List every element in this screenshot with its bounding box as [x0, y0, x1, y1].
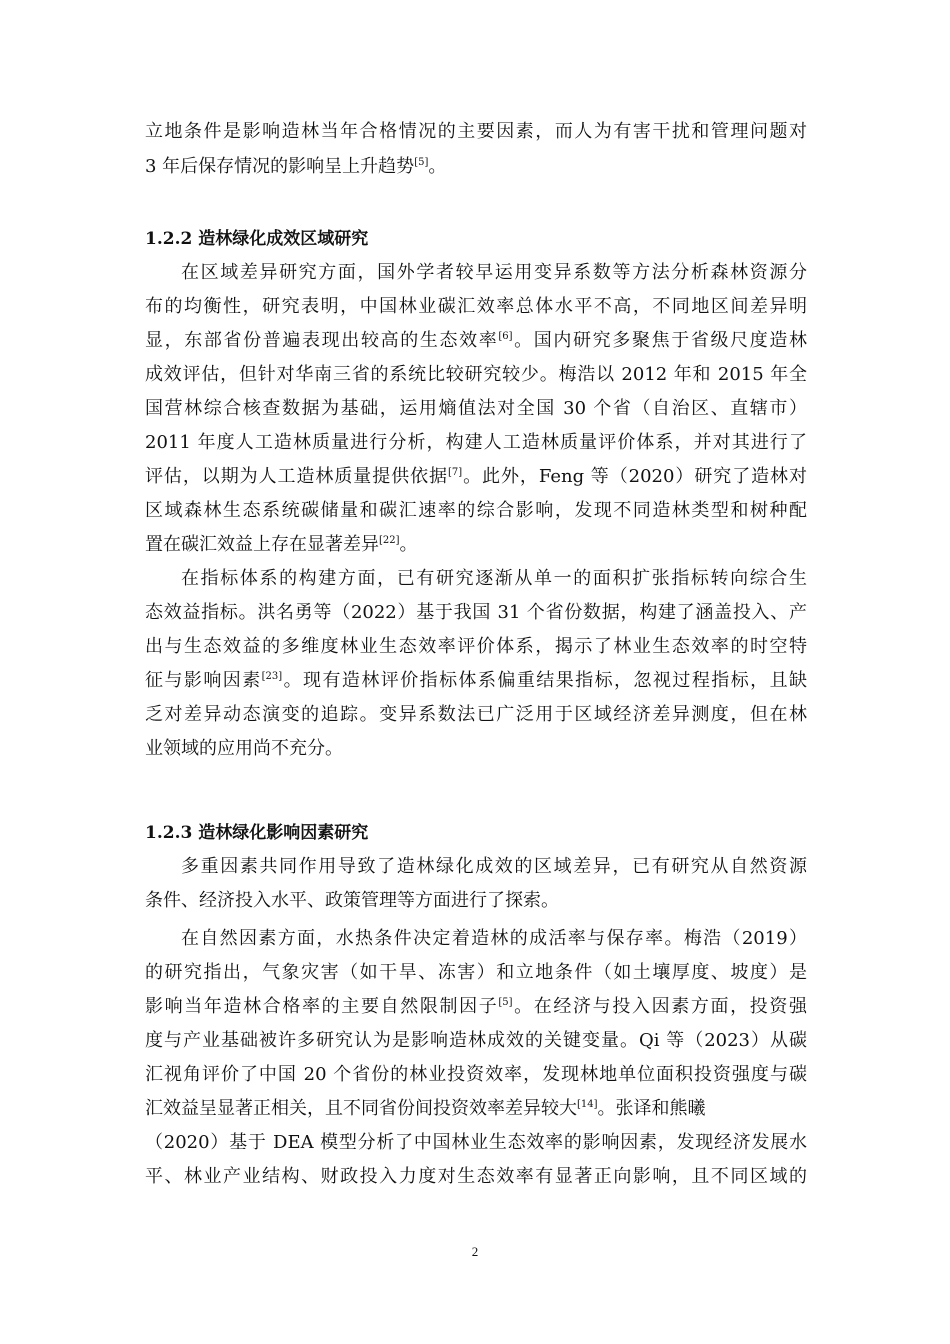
paragraph-line: 汇效益呈显著正相关，且不同省份间投资效率差异较大[14]。张译和熊曦	[145, 1098, 706, 1119]
paragraph-line: 显，东部省份普遍表现出较高的生态效率[6]。国内研究多聚焦于省级尺度造林	[145, 330, 807, 351]
paragraph-line: 置在碳汇效益上存在显著差异[22]。	[145, 534, 418, 555]
paragraph-line: 区域森林生态系统碳储量和碳汇速率的综合影响，发现不同造林类型和树种配	[145, 500, 807, 521]
paragraph-line: 立地条件是影响造林当年合格情况的主要因素，而人为有害干扰和管理问题对	[145, 121, 807, 142]
citation: [14]	[577, 1099, 598, 1110]
paragraph-line: 平、林业产业结构、财政投入力度对生态效率有显著正向影响，且不同区域的	[145, 1166, 807, 1187]
paragraph-line: 3 年后保存情况的影响呈上升趋势[5]。	[145, 156, 447, 177]
paragraph-line: 的研究指出，气象灾害（如干旱、冻害）和立地条件（如土壤厚度、坡度）是	[145, 962, 807, 983]
paragraph-line: 汇视角评价了中国 20 个省份的林业投资效率，发现林地单位面积投资强度与碳	[145, 1064, 807, 1085]
citation: [22]	[379, 535, 400, 546]
citation: [6]	[498, 331, 513, 342]
paragraph-line: 出与生态效益的多维度林业生态效率评价体系，揭示了林业生态效率的时空特	[145, 636, 807, 657]
paragraph-line: 度与产业基础被许多研究认为是影响造林成效的关键变量。Qi 等（2023）从碳	[145, 1030, 807, 1051]
paragraph-line: 成效评估，但针对华南三省的系统比较研究较少。梅浩以 2012 年和 2015 年全	[145, 364, 807, 385]
citation: [5]	[498, 997, 513, 1008]
paragraph-line: 2011 年度人工造林质量进行分析，构建人工造林质量评价体系，并对其进行了	[145, 432, 807, 453]
paragraph-line: 在区域差异研究方面，国外学者较早运用变异系数等方法分析森林资源分	[181, 262, 807, 283]
paragraph-line: 国营林综合核查数据为基础，运用熵值法对全国 30 个省（自治区、直辖市）	[145, 398, 807, 419]
citation: [7]	[447, 467, 463, 478]
paragraph-line: 影响当年造林合格率的主要自然限制因子[5]。在经济与投入因素方面，投资强	[145, 996, 807, 1017]
paragraph-line: 业领域的应用尚不充分。	[145, 738, 343, 759]
paragraph-line: 在指标体系的构建方面，已有研究逐渐从单一的面积扩张指标转向综合生	[181, 568, 807, 589]
page-number: 2	[471, 1244, 479, 1259]
paragraph-line: （2020）基于 DEA 模型分析了中国林业生态效率的影响因素，发现经济发展水	[145, 1132, 807, 1153]
paragraph-line: 布的均衡性，研究表明，中国林业碳汇效率总体水平不高，不同地区间差异明	[145, 296, 807, 317]
paragraph-line: 征与影响因素[23]。现有造林评价指标体系偏重结果指标，忽视过程指标，且缺	[145, 670, 807, 691]
paragraph-line: 条件、经济投入水平、政策管理等方面进行了探索。	[145, 890, 559, 911]
citation: [5]	[414, 157, 429, 168]
paragraph-line: 评估，以期为人工造林质量提供依据[7]。此外，Feng 等（2020）研究了造林对	[145, 466, 807, 487]
paragraph-line: 多重因素共同作用导致了造林绿化成效的区域差异，已有研究从自然资源	[181, 856, 807, 877]
section-heading-1-2-3: 1.2.3 造林绿化影响因素研究	[145, 823, 369, 843]
paragraph-line: 在自然因素方面，水热条件决定着造林的成活率与保存率。梅浩（2019）	[181, 928, 807, 949]
paragraph-line: 态效益指标。洪名勇等（2022）基于我国 31 个省份数据，构建了涵盖投入、产	[145, 602, 807, 623]
paragraph-line: 乏对差异动态演变的追踪。变异系数法已广泛用于区域经济差异测度，但在林	[145, 704, 807, 725]
section-heading-1-2-2: 1.2.2 造林绿化成效区域研究	[145, 229, 369, 249]
citation: [23]	[261, 671, 283, 682]
